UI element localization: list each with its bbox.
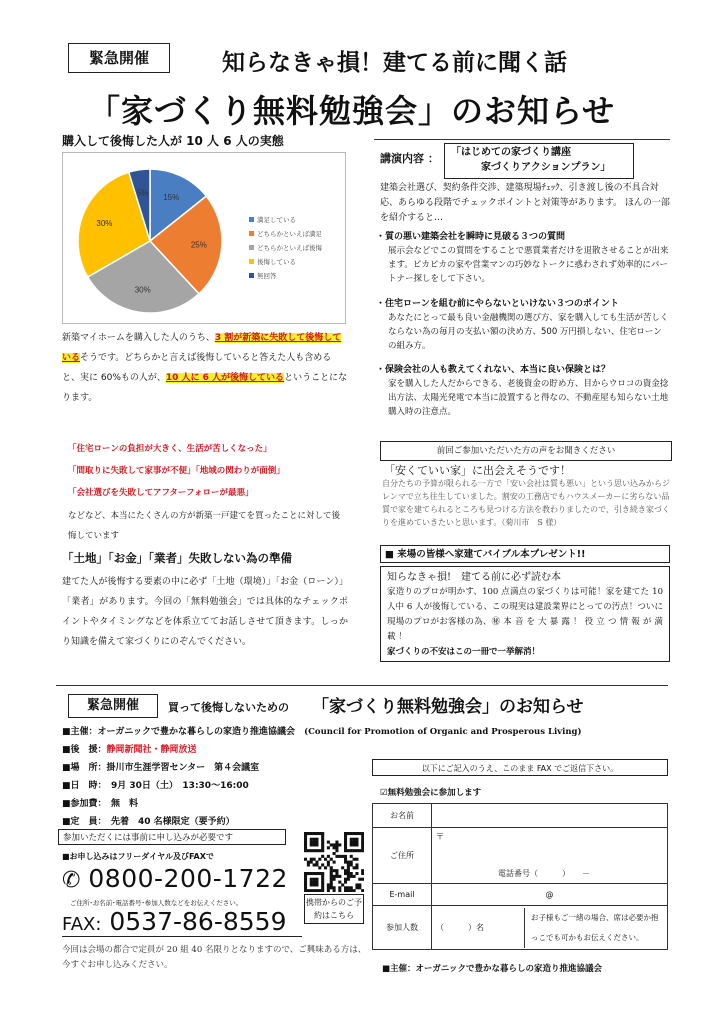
- support-label: ■後 援：: [62, 745, 107, 755]
- reserve-note-box: [58, 829, 286, 845]
- form-count-field[interactable]: [432, 906, 668, 950]
- lecture-title-2: 家づくりアクションプラン」: [481, 162, 611, 173]
- form-tel: 電話番号（ ） －: [498, 869, 590, 878]
- quote-3: 「会社選びを失敗してアフターフォローが最悪」: [68, 488, 254, 498]
- freedial-note: ■お申し込みはフリーダイヤル及びFAXで: [62, 852, 214, 861]
- intro-text-c: そうです。どちらかと言えば後悔していると答えた人も含めると、実に 60%もの人が、: [62, 353, 332, 383]
- support-name: 静岡新聞社・静岡放送: [106, 745, 197, 755]
- qr-caption: 携帯からのご予約はこちら: [306, 898, 362, 920]
- point-1-text: 展示会などでこの質問をすることで悪質業者だけを退散させることが出来ます。ピカピカの家や営業マンの巧妙なトークに惑わされず効率的にパートナー探しをして下さい。: [388, 246, 669, 284]
- qr-caption-box: [304, 894, 364, 924]
- legend-label-1: どちらかといえば満足: [257, 230, 322, 238]
- legend-swatch-2: [249, 245, 254, 250]
- lecture-intro: 建築会社選び、契約条件交渉、建築現場ﾁｪｯｸ、引き渡し後の不具合対応、あらゆる段階でチェックポイントと対策等があります。 ほんの一部を紹介すると…: [380, 183, 670, 223]
- voice-title: 「安くていい家」に出会えそうです！: [384, 464, 571, 477]
- capacity-line: ■定 員： 先着 40 名様限定（要予約）: [62, 817, 235, 827]
- point-3-text: 家を購入した人だからできる、老後資金の貯め方、目からウロコの資金捻出方法、太陽光発電で本当に設置すると得なの、不動産屋も知らない土地購入時の注意点。: [388, 379, 669, 417]
- point-2-text: あなたにとって最も良い金融機関の選び方、家を購入しても生活が苦しくならない為の毎月の支払い額の決め方、500 万円損しない、住宅ローンの組み方。: [388, 313, 669, 351]
- form-count-label: 参加人数: [373, 906, 432, 950]
- legend-swatch-1: [249, 231, 254, 236]
- form-count-value: （ ）名: [436, 923, 484, 932]
- organizer-label: ■主催：: [62, 727, 98, 737]
- form-email-label: E-mail: [373, 884, 432, 906]
- gift-last: 家づくりの不安はこの一冊で一挙解消！: [387, 647, 541, 657]
- form-address-label: ご住所: [373, 828, 432, 884]
- point-2-title: ・住宅ローンを組む前にやらないといけない３つのポイント: [376, 299, 619, 309]
- gift-text: 家造りのプロが明かす、100 点満点の家づくりは可能！家を建てた 10 人中 6 人が後悔している、この現実は建設業界にとっての汚点！ついに現場のプロがお客様の為、㊙ 本 音 を 大 暴 露 ！ 役 立 つ 情 報 が 満 載 ！: [387, 587, 663, 642]
- header-tag: 緊急開催: [68, 43, 170, 73]
- date-line: ■日 時： 9月 30日（土） 13:30～16:00: [62, 781, 249, 791]
- pie-label-3: 30%: [96, 219, 113, 229]
- point-1-title: ・質の悪い建築会社を瞬時に見破る３つの質問: [376, 232, 566, 242]
- legend-swatch-0: [249, 217, 254, 222]
- pie-label-2: 30%: [134, 285, 151, 295]
- gift-body-box: [380, 566, 670, 662]
- legend-swatch-4: [249, 273, 254, 278]
- qr-code-graphic: [304, 832, 364, 892]
- bottom-divider: [56, 685, 668, 686]
- reserve-note: 参加いただくには事前に申し込みが必要です: [63, 833, 234, 843]
- legend-label-4: 無回答: [257, 272, 277, 280]
- quote-2: 「間取りに失敗して家事が不便」「地域の関わりが面倒」: [68, 466, 285, 476]
- form-name-field[interactable]: [432, 804, 668, 828]
- phone-line[interactable]: [62, 864, 288, 893]
- chart-frame: [62, 152, 346, 324]
- form-at: @: [545, 890, 554, 899]
- quote-1: 「住宅ローンの負担が大きく、生活が苦しくなった」: [68, 444, 272, 454]
- page-title: 「家づくり無料勉強会」のお知らせ: [88, 92, 616, 130]
- intro-text-a: 新築マイホームを購入した人のうち、: [62, 333, 215, 343]
- gift-header: ■ 来場の皆様へ家建てバイブル本プレゼント!!: [385, 549, 586, 560]
- voice-header-box: [380, 441, 672, 461]
- form-email-field[interactable]: [432, 884, 668, 906]
- fax-number[interactable]: 0537-86-8559: [109, 907, 287, 936]
- form-address-field[interactable]: [432, 828, 668, 884]
- fax-line[interactable]: [62, 907, 302, 937]
- fee-line: ■参加費： 無 料: [62, 799, 139, 809]
- fax-label: FAX:: [62, 914, 102, 935]
- legend-label-3: 後悔している: [257, 258, 296, 266]
- form-header: 以下にご記入のうえ、このまま FAX でご返信下さい。: [421, 764, 619, 773]
- phone-sub: ご住所･お名前･電話番号･参加人数などをお伝えください。: [70, 899, 243, 907]
- footnote: 今回は会場の都合で定員が 20 組 40 名限りとなりますので、ご興味ある方は、今すぐお申し込みください。: [62, 945, 367, 970]
- support-line: [62, 742, 197, 755]
- phone-icon: ✆: [62, 868, 81, 893]
- footer-organizer: ■主催：オーガニックで豊かな暮らしの家造り推進協議会: [382, 964, 603, 974]
- form-postal: 〒: [436, 832, 444, 841]
- intro-text-e: ということになります。: [62, 373, 348, 403]
- pie-chart: [63, 153, 345, 323]
- bottom-title-main: 「家づくり無料勉強会」のお知らせ: [312, 697, 584, 717]
- regret-paragraph: などなど、本当にたくさんの方が新築一戸建てを買ったことに対して後悔しています: [68, 511, 341, 541]
- fax-form: [372, 803, 668, 950]
- intro-paragraph: [62, 328, 348, 408]
- gift-title: 知らなきゃ損! 建てる前に必ず読む本: [387, 572, 562, 583]
- bottom-title-pre: 買って後悔しないための: [168, 701, 289, 714]
- lecture-label: 講演内容 ：: [380, 152, 439, 165]
- lecture-title-1: 「はじめての家づくり講座: [451, 147, 571, 158]
- pie-label-4: 5%: [136, 188, 149, 198]
- pie-label-0: 15%: [163, 192, 180, 202]
- intro-highlight-1: 3 割が新築に失敗して後悔している: [62, 333, 342, 363]
- right-top-rule: [374, 139, 670, 140]
- bottom-tag: 緊急開催: [68, 694, 158, 718]
- place-line: ■場 所：掛川市生涯学習センター 第４会議室: [62, 763, 260, 773]
- point-3-title: ・保険会社の人も教えてくれない、本当に良い保険とは？: [376, 365, 611, 375]
- preparation-heading: 「土地」「お金」「業者」失敗しない為の準備: [62, 551, 292, 565]
- voice-text: 自分たちの予算が限られる一方で「安い会社は質も悪い」という思い込みからジレンマで立ち往生していました。割安の工務店でもハウスメーカーに劣らない品質で家を建てられるところも見つける方法を教わりましたので、引き続き家づくりを進めていきたいと思います。（菊川市 S 様）: [382, 479, 670, 527]
- organizer-name: オーガニックで豊かな暮らしの家造り推進協議会: [97, 727, 295, 737]
- gift-header-box: [380, 545, 670, 563]
- phone-number[interactable]: 0800-200-1722: [88, 864, 288, 893]
- organizer-english: (Council for Promotion of Organic and Prosperous Living): [304, 727, 582, 737]
- pie-label-1: 25%: [190, 240, 207, 250]
- qr-code[interactable]: [304, 832, 364, 892]
- header-tagline: 知らなきゃ損！建てる前に聞く話: [222, 49, 567, 76]
- preparation-paragraph: 建てた人が後悔する要素の中に必ず「土地（環境）」「お金（ローン）」「業者」があります。今回の「無料勉強会」では具体的なチェックポイントやタイミングなどを体系立ててお話しさせて頂きます。しっかり知識を備えて家づくりにのぞんでください。: [62, 577, 348, 647]
- legend-label-0: 満足している: [257, 216, 296, 224]
- voice-header: 前回ご参加いただいた方の声をお聞きください: [436, 446, 616, 456]
- organizer-line: [62, 724, 581, 737]
- form-kids-note: お子様もご一緒の場合、席は必要か抱っこでも可かもお伝えください。: [524, 908, 663, 948]
- legend-label-2: どちらかといえば後悔: [257, 244, 322, 252]
- intro-highlight-2: 10 人に 6 人が後悔している: [165, 373, 285, 383]
- legend-swatch-3: [249, 259, 254, 264]
- chart-title: 購入して後悔した人が 10 人 6 人の実態: [62, 134, 284, 148]
- form-header-box: [372, 759, 668, 776]
- lecture-title-box: [444, 143, 634, 179]
- form-name-label: お名前: [373, 804, 432, 828]
- form-check[interactable]: ☑無料勉強会に参加します: [380, 788, 482, 798]
